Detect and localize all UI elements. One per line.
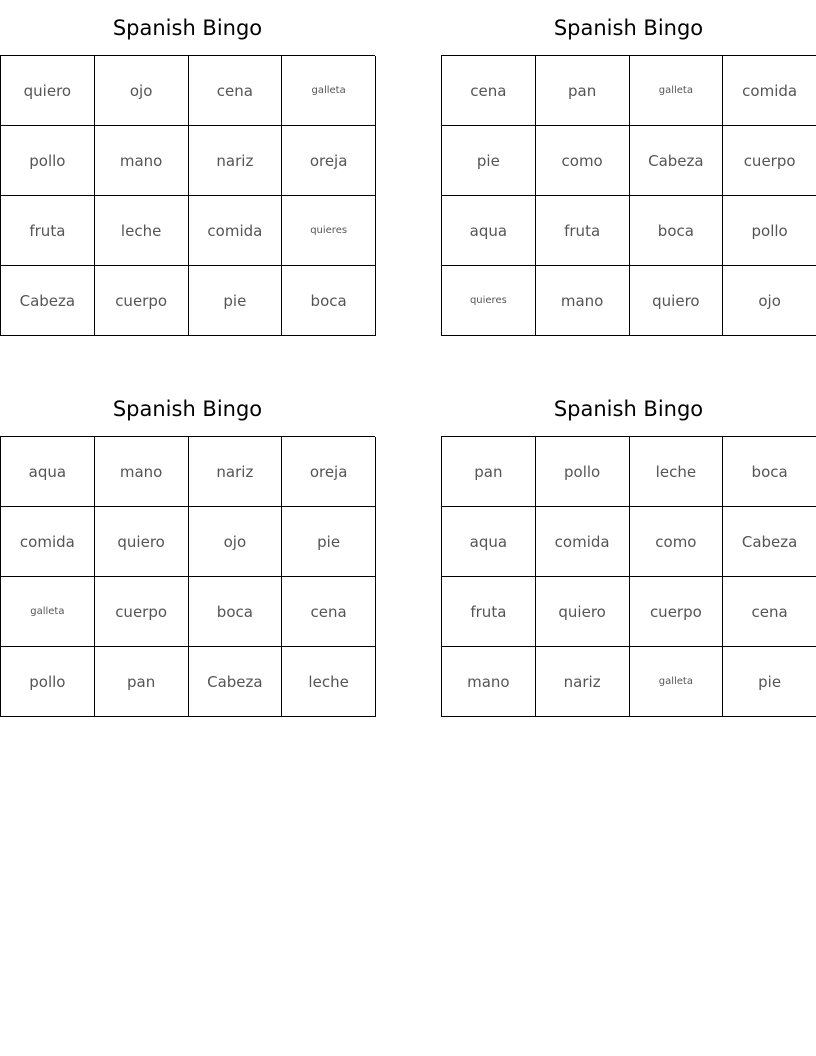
bingo-cell: leche: [282, 647, 376, 717]
bingo-cell: quiero: [630, 266, 724, 336]
bingo-cell: pollo: [1, 647, 95, 717]
bingo-cell: aqua: [1, 437, 95, 507]
bingo-cell: Cabeza: [1, 266, 95, 336]
bingo-cell: como: [536, 126, 630, 196]
bingo-grid: [441, 55, 816, 336]
bingo-cell: nariz: [189, 126, 283, 196]
bingo-cell: cuerpo: [723, 126, 816, 196]
bingo-cell: comida: [723, 56, 816, 126]
bingo-cell: nariz: [189, 437, 283, 507]
bingo-cell: comida: [1, 507, 95, 577]
card-title: Spanish Bingo: [112, 397, 263, 421]
bingo-cell: mano: [536, 266, 630, 336]
bingo-cell: galleta: [1, 577, 95, 647]
bingo-cell: galleta: [630, 56, 724, 126]
bingo-cell: comida: [189, 196, 283, 266]
bingo-cell: cena: [442, 56, 536, 126]
bingo-card-2: [441, 0, 816, 336]
bingo-cell: mano: [95, 437, 189, 507]
bingo-cell: boca: [282, 266, 376, 336]
bingo-cell: pollo: [723, 196, 816, 266]
bingo-cell: nariz: [536, 647, 630, 717]
bingo-cell: Cabeza: [630, 126, 724, 196]
bingo-cell: quieres: [442, 266, 536, 336]
bingo-card-4: [441, 381, 816, 717]
bingo-cell: cena: [189, 56, 283, 126]
bingo-cell: quieres: [282, 196, 376, 266]
bingo-cell: galleta: [630, 647, 724, 717]
bingo-cell: cena: [723, 577, 816, 647]
bingo-cell: aqua: [442, 507, 536, 577]
card-title: Spanish Bingo: [553, 16, 704, 40]
bingo-cell: oreja: [282, 126, 376, 196]
bingo-cell: comida: [536, 507, 630, 577]
bingo-cell: cuerpo: [630, 577, 724, 647]
bingo-cell: quiero: [536, 577, 630, 647]
bingo-cell: ojo: [723, 266, 816, 336]
bingo-cell: quiero: [1, 56, 95, 126]
bingo-cell: galleta: [282, 56, 376, 126]
bingo-cell: fruta: [1, 196, 95, 266]
bingo-cell: ojo: [95, 56, 189, 126]
bingo-cell: pollo: [1, 126, 95, 196]
bingo-cell: leche: [95, 196, 189, 266]
bingo-cell: mano: [95, 126, 189, 196]
bingo-cell: fruta: [536, 196, 630, 266]
bingo-cell: quiero: [95, 507, 189, 577]
bingo-cell: boca: [630, 196, 724, 266]
bingo-cell: cuerpo: [95, 266, 189, 336]
bingo-cell: pan: [536, 56, 630, 126]
bingo-cell: mano: [442, 647, 536, 717]
bingo-cell: leche: [630, 437, 724, 507]
bingo-cell: cena: [282, 577, 376, 647]
bingo-cell: pan: [442, 437, 536, 507]
bingo-cell: como: [630, 507, 724, 577]
bingo-cell: pollo: [536, 437, 630, 507]
bingo-cell: Cabeza: [723, 507, 816, 577]
bingo-card-1: [0, 0, 375, 336]
bingo-cell: ojo: [189, 507, 283, 577]
bingo-cell: oreja: [282, 437, 376, 507]
bingo-cell: pie: [282, 507, 376, 577]
bingo-cell: Cabeza: [189, 647, 283, 717]
bingo-cell: pie: [442, 126, 536, 196]
card-title: Spanish Bingo: [112, 16, 263, 40]
bingo-cell: boca: [723, 437, 816, 507]
bingo-cell: pie: [723, 647, 816, 717]
bingo-cell: pie: [189, 266, 283, 336]
bingo-cell: aqua: [442, 196, 536, 266]
bingo-grid: [0, 55, 375, 336]
bingo-grid: [0, 436, 375, 717]
bingo-grid: [441, 436, 816, 717]
card-title: Spanish Bingo: [553, 397, 704, 421]
bingo-cell: fruta: [442, 577, 536, 647]
bingo-card-3: [0, 381, 375, 717]
bingo-cell: cuerpo: [95, 577, 189, 647]
bingo-cell: pan: [95, 647, 189, 717]
bingo-cell: boca: [189, 577, 283, 647]
